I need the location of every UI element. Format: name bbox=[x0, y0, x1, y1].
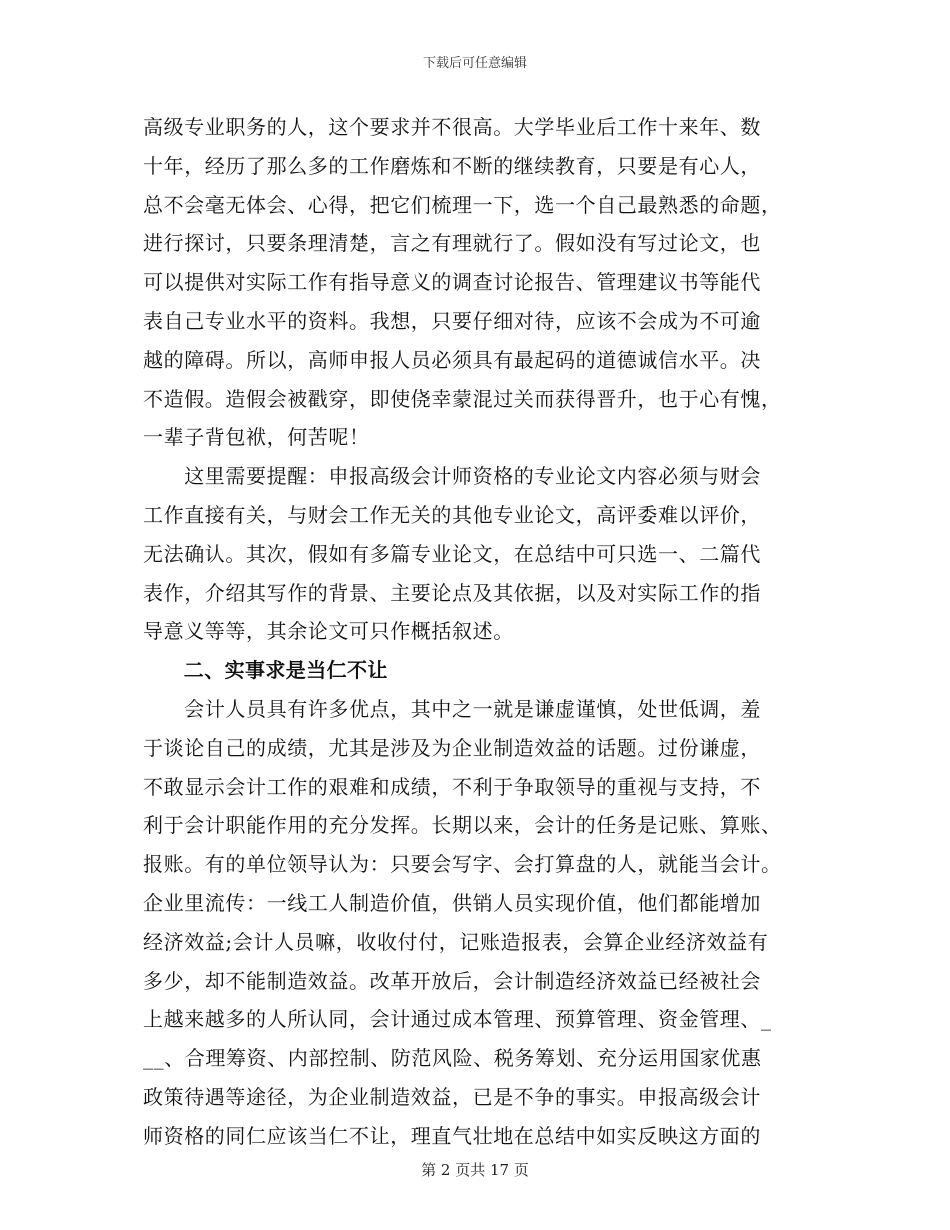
text-line: 导意义等等，其余论文可只作概括叙述。 bbox=[143, 619, 514, 644]
page-header: 下载后可任意编辑 bbox=[422, 56, 527, 71]
text-line: 企业里流传：一线工人制造价值，供销人员实现价值，他们都能增加 bbox=[143, 890, 761, 915]
text-line: 师资格的同仁应该当仁不让，理直气壮地在总结中如实反映这方面的 bbox=[143, 1123, 761, 1148]
text-line: 十年，经历了那么多的工作磨炼和不断的继续教育，只要是有心人， bbox=[143, 153, 761, 178]
page-number: 第 2 页共 17 页 bbox=[421, 1161, 529, 1179]
section-heading: 二、实事求是当仁不让 bbox=[143, 658, 388, 683]
text-line: 一辈子背包袱，何苦呢！ bbox=[143, 425, 370, 450]
text-line: 进行探讨，只要条理清楚，言之有理就行了。假如没有写过论文，也 bbox=[143, 231, 761, 256]
text-line: 总不会毫无体会、心得，把它们梳理一下，选一个自己最熟悉的命题， bbox=[143, 192, 782, 217]
text-line: 表作，介绍其写作的背景、主要论点及其依据，以及对实际工作的指 bbox=[143, 580, 761, 605]
text-line: 表自己专业水平的资料。我想，只要仔细对待，应该不会成为不可逾 bbox=[143, 308, 761, 333]
text-line: 会计人员具有许多优点，其中之一就是谦虚谨慎，处世低调，羞 bbox=[143, 696, 761, 721]
text-line: __、合理筹资、内部控制、防范风险、税务筹划、充分运用国家优惠 bbox=[143, 1046, 762, 1071]
text-line: 这里需要提醒：申报高级会计师资格的专业论文内容必须与财会 bbox=[143, 464, 761, 489]
text-line: 报账。有的单位领导认为：只要会写字、会打算盘的人，就能当会计。 bbox=[143, 852, 782, 877]
text-line: 上越来越多的人所认同，会计通过成本管理、预算管理、资金管理、_ bbox=[143, 1007, 772, 1032]
text-line: 经济效益;会计人员嘛，收收付付，记账造报表，会算企业经济效益有 bbox=[143, 929, 769, 954]
text-line: 利于会计职能作用的充分发挥。长期以来，会计的任务是记账、算账、 bbox=[143, 813, 782, 838]
text-line: 越的障碍。所以，高师申报人员必须具有最起码的道德诚信水平。决 bbox=[143, 347, 761, 372]
text-line: 政策待遇等途径，为企业制造效益，已是不争的事实。申报高级会计 bbox=[143, 1084, 761, 1109]
text-line: 无法确认。其次，假如有多篇专业论文，在总结中可只选一、二篇代 bbox=[143, 541, 761, 566]
text-line: 不造假。造假会被戳穿，即使侥幸蒙混过关而获得晋升，也于心有愧， bbox=[143, 386, 782, 411]
text-line: 不敢显示会计工作的艰难和成绩，不利于争取领导的重视与支持，不 bbox=[143, 774, 761, 799]
text-line: 工作直接有关，与财会工作无关的其他专业论文，高评委难以评价， bbox=[143, 502, 761, 527]
text-line: 可以提供对实际工作有指导意义的调查讨论报告、管理建议书等能代 bbox=[143, 270, 761, 295]
document-body bbox=[143, 108, 815, 1156]
text-line: 高级专业职务的人，这个要求并不很高。大学毕业后工作十来年、数 bbox=[143, 115, 761, 139]
text-line: 多少，却不能制造效益。改革开放后，会计制造经济效益已经被社会 bbox=[143, 968, 761, 993]
text-line: 于谈论自己的成绩，尤其是涉及为企业制造效益的话题。过份谦虚， bbox=[143, 735, 761, 760]
